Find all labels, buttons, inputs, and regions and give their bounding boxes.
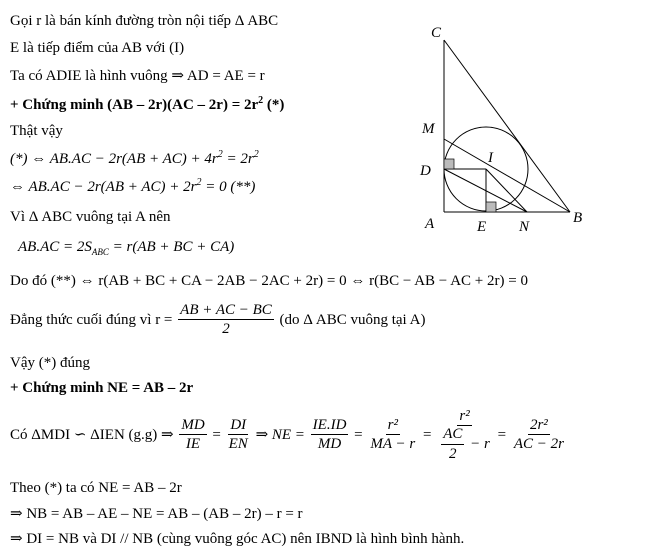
fraction-ieid-md — [311, 417, 349, 454]
right-angle-e — [486, 202, 496, 212]
line-11 — [10, 302, 425, 339]
label-d: D — [420, 163, 431, 179]
geometry-figure — [405, 18, 590, 233]
f4-num: r² — [386, 417, 400, 435]
fraction-md-ie — [179, 417, 206, 454]
label-e: E — [477, 219, 487, 233]
label-m: M — [422, 121, 435, 137]
area-eq-rhs: = r(AB + BC + CA) — [108, 239, 235, 255]
similar-triangles: Có ΔMDI ∽ ΔIEN (g.g) ⇒ — [10, 427, 174, 444]
r-fraction-den: 2 — [222, 321, 230, 338]
line-17: ⇒ DI = NB và DI // NB (cùng vuông góc AC) nên IBND là hình bình hành. — [10, 531, 465, 547]
f6-num: 2r² — [528, 417, 550, 435]
line-3: Ta có ADIE là hình vuông ⇒ AD = AE = r — [10, 68, 265, 84]
f5-num: r² — [457, 408, 471, 426]
eq-1-rhs: = 2r — [222, 151, 254, 167]
f6-den: AC − 2r — [513, 436, 564, 453]
line-13: + Chứng minh NE = AB – 2r — [10, 380, 194, 396]
eq-2-rhs: = 0 (**) — [201, 179, 256, 195]
ne-eq: ⇒ NE = — [255, 427, 305, 444]
line-mb — [444, 139, 570, 212]
line-15: Theo (*) ta có NE = AB – 2r — [10, 480, 182, 496]
f5-den — [437, 426, 492, 463]
fraction-r2-ac2r — [437, 408, 492, 463]
claim-1-text: + Chứng minh (AB – 2r)(AC – 2r) = 2r — [10, 97, 259, 113]
fraction-di-en — [227, 417, 250, 454]
r-fraction — [178, 302, 274, 339]
side-bc — [444, 40, 570, 212]
label-b: B — [573, 210, 583, 226]
claim-1-tag: (*) — [263, 97, 285, 113]
f5-inner-num: AC — [441, 426, 464, 444]
fraction-2r2-ac — [512, 417, 566, 454]
f3-num: IE.ID — [311, 417, 349, 435]
line-10: Do đó (**) ⇔ r(AB + BC + CA − 2AB − 2AC + 2r) = 0 ⇔ r(BC − AB − AC + 2r) = 0 — [10, 273, 528, 289]
line-9 — [18, 238, 234, 258]
line-12: Vậy (*) đúng — [10, 355, 90, 371]
eq-2: ⇔ AB.AC − 2r(AB + AC) + 2r — [10, 179, 197, 195]
f2-num: DI — [228, 417, 248, 435]
f3-den: MD — [317, 436, 342, 453]
line-6: (*) ⇔ $AB.AC - 2r(AB + AC) + 4r^2 = 2r^2$ — [10, 149, 259, 167]
label-c: C — [431, 25, 442, 41]
line-8: Vì Δ ABC vuông tại A nên — [10, 209, 171, 225]
f1-den: IE — [185, 436, 201, 453]
f2-den: EN — [228, 436, 248, 453]
line-16: ⇒ NB = AB – AE – NE = AB – (AB – 2r) – r = r — [10, 506, 303, 522]
line-1: Gọi r là bán kính đường tròn nội tiếp Δ ABC — [10, 13, 279, 29]
fraction-r2-mar — [368, 417, 417, 454]
f1-num: MD — [179, 417, 206, 435]
r-fraction-num: AB + AC − BC — [178, 302, 274, 320]
line-14: Có ΔMDI ∽ ΔIEN (g.g) ⇒ $\frac{MD}{IE}$ = $\frac{DI}{EN}$ ⇒ NE = $\frac{IE.ID}{MD}$ = $\frac{\text{r²}}{MA - r}$ = r² $\frac{AC}{2}$ − r = $\frac{\text{2r²}}{AC - 2r}$ — [10, 408, 564, 462]
f5-inner-den: 2 — [449, 445, 457, 462]
area-sub: ABC — [91, 247, 109, 257]
line-11-text: Đẳng thức cuối đúng vì r = — [10, 311, 173, 328]
label-n: N — [519, 219, 530, 233]
line-5: Thật vậy — [10, 123, 63, 139]
label-i: I — [488, 150, 493, 166]
eq-1: (*) ⇔ AB.AC − 2r(AB + AC) + 4r — [10, 151, 218, 167]
line-11-note: (do Δ ABC vuông tại A) — [279, 311, 426, 328]
line-2: E là tiếp điểm của AB với (I) — [10, 40, 185, 56]
label-a: A — [425, 216, 435, 232]
f4-den: MA − r — [370, 436, 416, 453]
right-angle-d — [444, 159, 454, 169]
line-7: ⇔ $AB.AC - 2r(AB + AC) + 2r^2 = 0$ (**) — [10, 177, 256, 195]
f5-minus-r: − r — [466, 436, 490, 453]
area-eq: AB.AC = 2S — [18, 239, 92, 255]
line-4: + Chứng minh $(AB - 2r)(AC - 2r) = 2r^2$ (*) — [10, 95, 285, 113]
